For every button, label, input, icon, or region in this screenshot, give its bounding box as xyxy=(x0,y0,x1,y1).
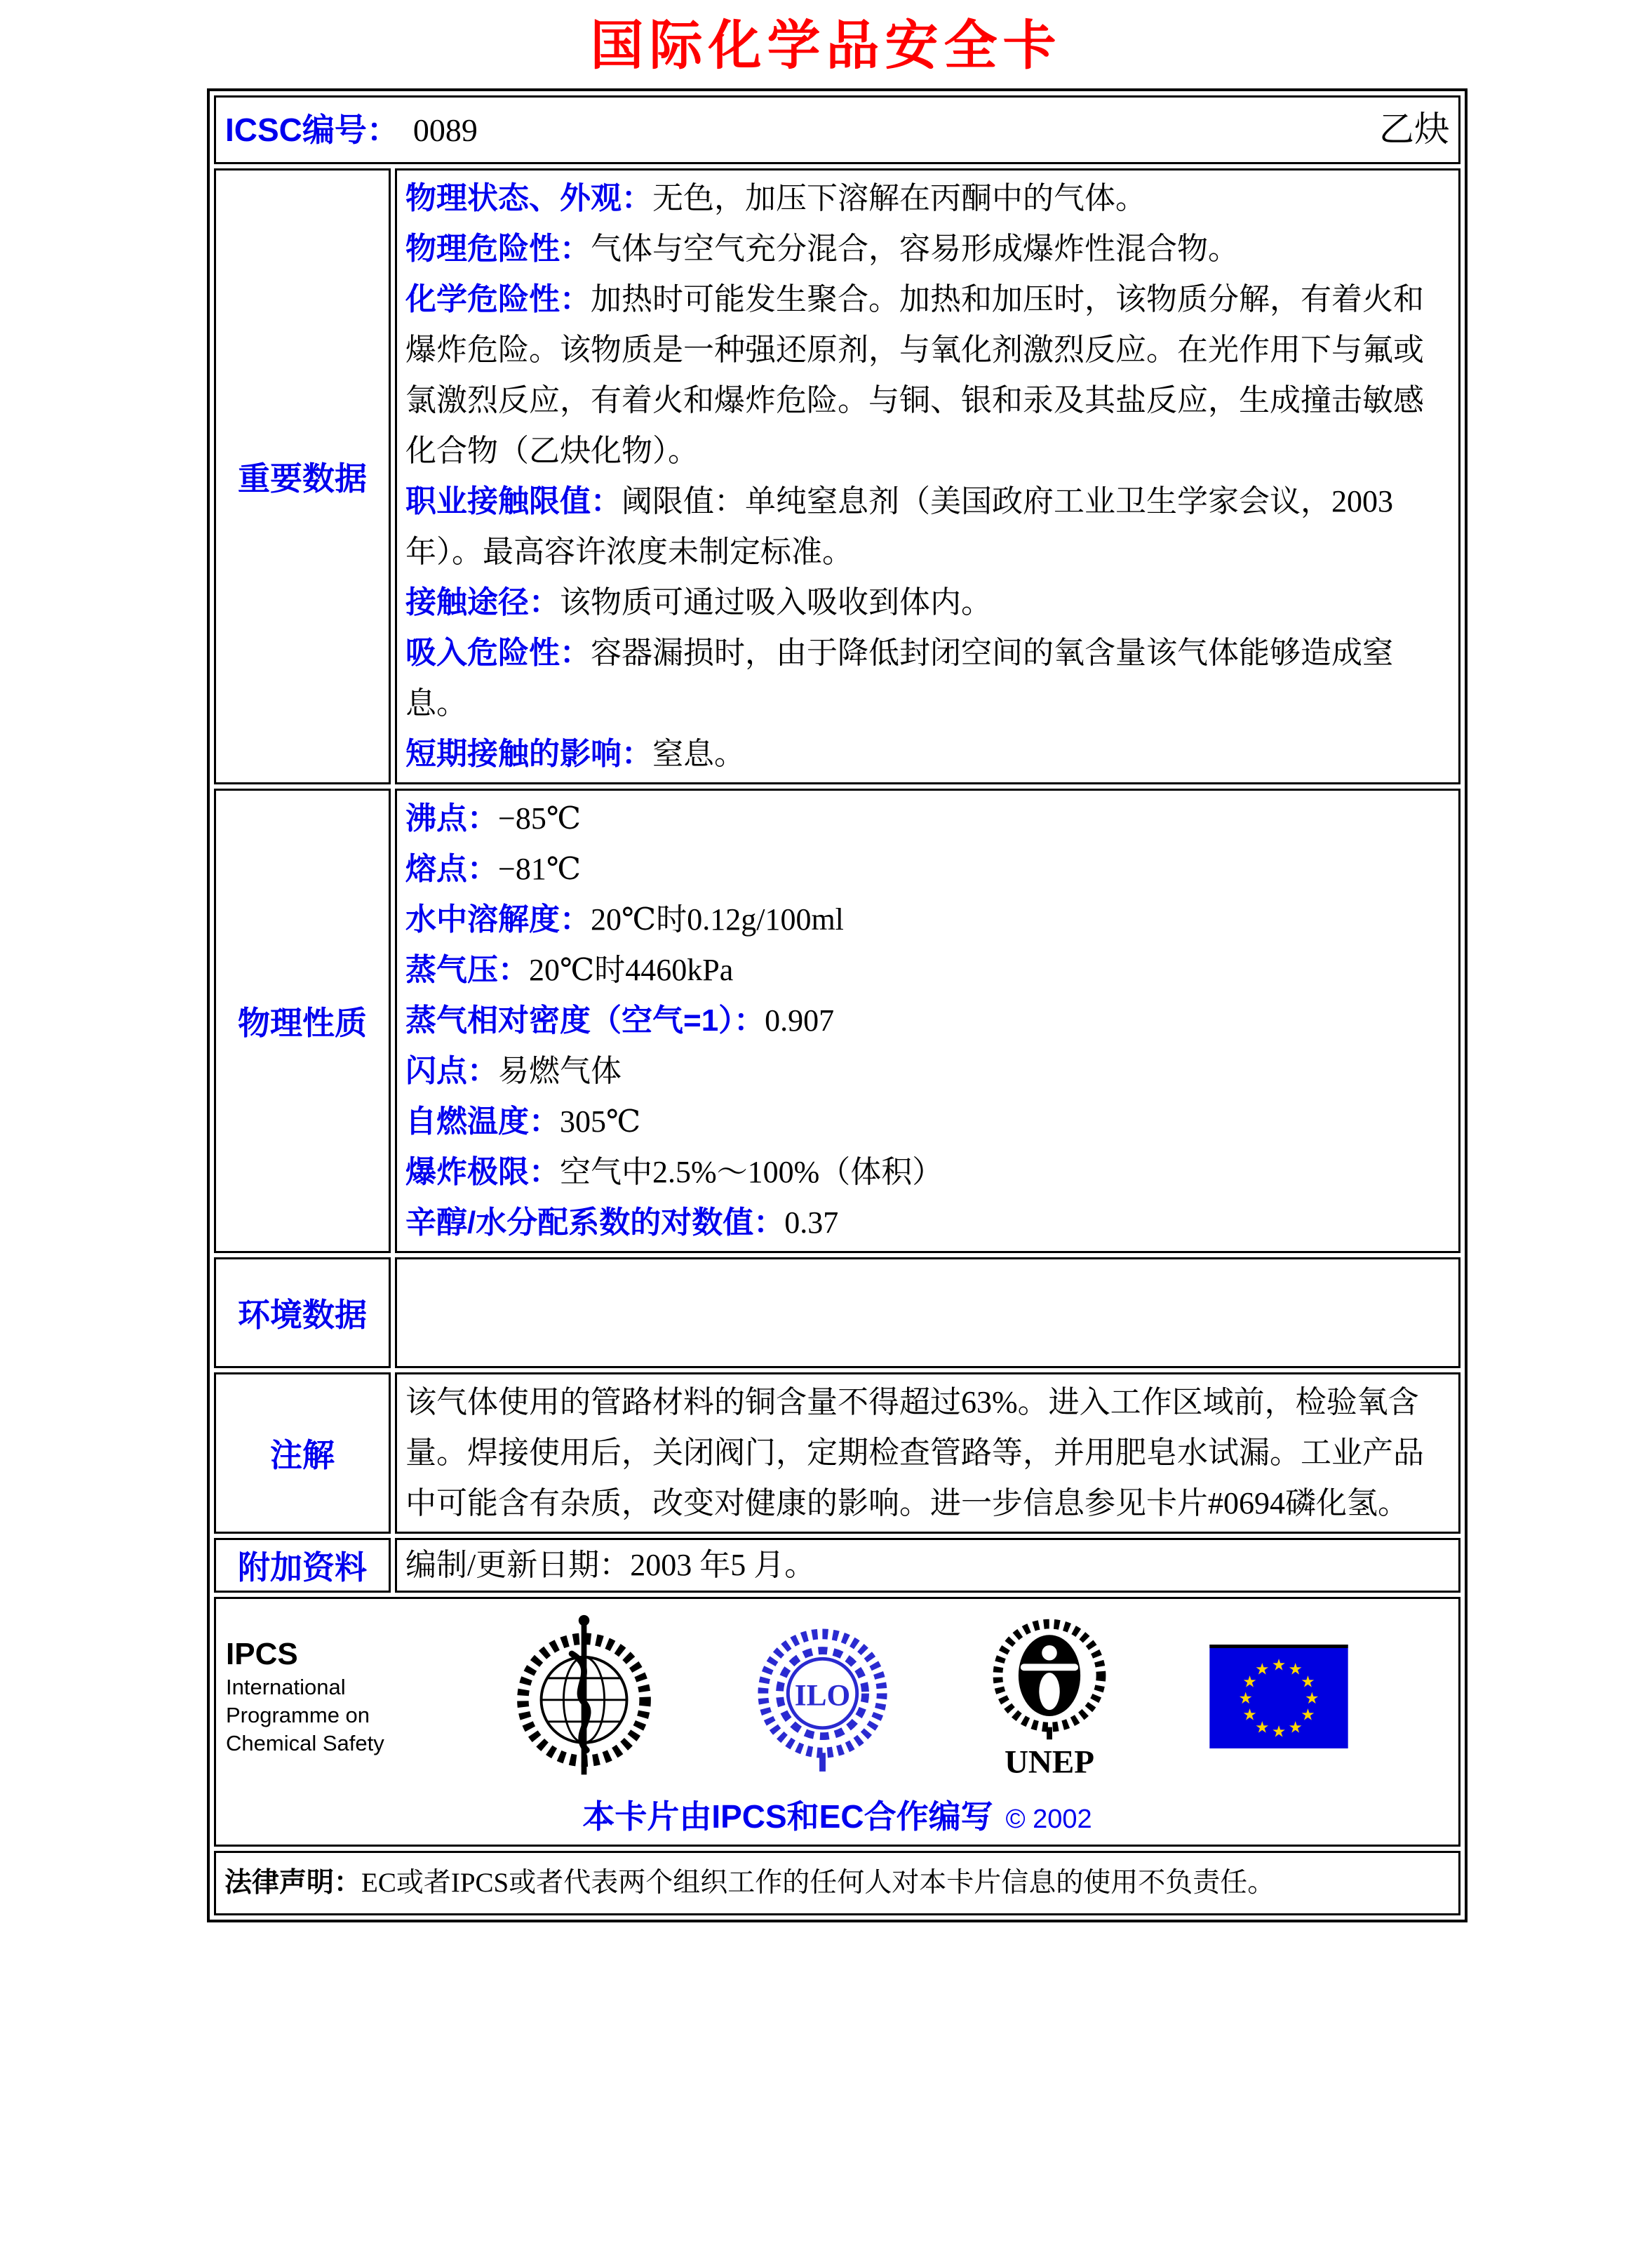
field-label: 闪点： xyxy=(405,1054,498,1088)
field-physical-danger xyxy=(405,224,1450,274)
legal-notice-label: 法律声明： xyxy=(224,1868,362,1898)
field-vapor-pressure xyxy=(405,945,1450,996)
copyright-year: © 2002 xyxy=(1005,1805,1092,1834)
unep-logo-text: UNEP xyxy=(1005,1744,1095,1781)
field-text: −85℃ xyxy=(498,801,582,836)
field-text: 0.907 xyxy=(765,1003,835,1038)
field-melting-point xyxy=(405,844,1450,895)
field-inhalation-risk xyxy=(405,628,1450,729)
logos-row xyxy=(214,1597,1460,1847)
ipcs-text-block xyxy=(226,1635,414,1758)
ilo-logo-text: ILO xyxy=(794,1678,851,1713)
field-label: 爆炸极限： xyxy=(405,1155,560,1189)
logos-band xyxy=(226,1609,1449,1784)
field-text: 20℃时4460kPa xyxy=(529,953,734,987)
field-text: 20℃时0.12g/100ml xyxy=(591,902,844,937)
ipcs-acronym: IPCS xyxy=(226,1637,298,1671)
eu-star: ★ xyxy=(1242,1673,1257,1692)
environmental-data-row-label: 环境数据 xyxy=(214,1257,391,1368)
field-text: 305℃ xyxy=(560,1104,641,1139)
field-text: 气体与空气充分混合，容易形成爆炸性混合物。 xyxy=(591,232,1239,266)
icsc-number-value: 0089 xyxy=(412,112,478,148)
eu-star: ★ xyxy=(1254,1660,1270,1679)
physical-properties-row xyxy=(214,789,1460,1253)
notes-row-label: 注解 xyxy=(214,1372,391,1534)
field-label: 物理状态、外观： xyxy=(405,181,652,215)
field-vapor-density xyxy=(405,996,1450,1046)
cooperation-caption: 本卡片由IPCS和EC合作编写 xyxy=(582,1798,993,1835)
field-label: 自燃温度： xyxy=(405,1104,560,1139)
field-label: 蒸气压： xyxy=(405,953,529,987)
field-text: −81℃ xyxy=(498,852,582,886)
ipcs-line-2: Programme on xyxy=(226,1703,370,1727)
header-cell xyxy=(214,95,1460,164)
field-short-term-effects xyxy=(405,729,1450,779)
logos-cell xyxy=(214,1597,1460,1847)
eu-star: ★ xyxy=(1242,1706,1257,1725)
eu-star: ★ xyxy=(1271,1722,1286,1741)
field-label: 辛醇/水分配系数的对数值： xyxy=(405,1205,785,1240)
field-text: 加热时可能发生聚合。加热和加压时，该物质分解，有着火和爆炸危险。该物质是一种强还原剂，与氧化剂激烈反应。在光作用下与氟或氯激烈反应，有着火和爆炸危险。与铜、银和汞及其盐反应，生成撞击敏感化合物（乙炔化物）。 xyxy=(405,282,1424,468)
chemical-name: 乙炔 xyxy=(1379,109,1449,149)
field-label: 吸入危险性： xyxy=(405,636,591,670)
notes-text: 该气体使用的管路材料的铜含量不得超过63%。进入工作区域前，检验氧含量。焊接使用后，关闭阀门，定期检查管路等，并用肥皂水试漏。工业产品中可能含有杂质，改变对健康的影响。进一步信息参见卡片#0694磷化氢。 xyxy=(405,1385,1424,1520)
cooperation-caption-line xyxy=(226,1791,1449,1838)
field-text: 容器漏损时，由于降低封闭空间的氧含量该气体能够造成窒息。 xyxy=(405,636,1393,721)
icsc-card-table xyxy=(207,88,1468,1922)
icsc-document-page xyxy=(0,16,1652,1922)
ipcs-line-1: International xyxy=(226,1675,346,1699)
field-label: 蒸气相对密度（空气=1）： xyxy=(405,1003,765,1038)
field-label: 职业接触限值： xyxy=(405,484,622,518)
eu-flag-icon xyxy=(1209,1645,1348,1748)
field-text: 空气中2.5%～100%（体积） xyxy=(560,1155,943,1189)
field-label: 物理危险性： xyxy=(405,232,591,266)
field-label: 水中溶解度： xyxy=(405,902,591,937)
physical-properties-content xyxy=(395,789,1460,1253)
field-label: 短期接触的影响： xyxy=(405,737,652,771)
notes-content xyxy=(395,1372,1460,1534)
page-title: 国际化学品安全卡 xyxy=(590,16,1062,76)
field-text: 易燃气体 xyxy=(498,1054,622,1088)
environmental-data-row xyxy=(214,1257,1460,1368)
field-chemical-danger xyxy=(405,274,1450,476)
icsc-number-label: ICSC编号： xyxy=(225,112,399,148)
eu-star: ★ xyxy=(1288,1660,1303,1679)
legal-notice xyxy=(224,1864,1450,1902)
header-line xyxy=(217,98,1458,161)
field-flash-point xyxy=(405,1046,1450,1097)
org-logo-row xyxy=(414,1609,1449,1784)
additional-info-content xyxy=(395,1538,1460,1593)
unep-logo-icon xyxy=(990,1609,1108,1784)
field-occupational-limit xyxy=(405,476,1450,577)
field-text: 无色，加压下溶解在丙酮中的气体。 xyxy=(652,181,1146,215)
eu-star: ★ xyxy=(1254,1718,1270,1737)
field-label: 熔点： xyxy=(405,852,498,886)
legal-row xyxy=(214,1851,1460,1915)
legal-cell xyxy=(214,1851,1460,1915)
field-text: 0.37 xyxy=(784,1205,839,1240)
field-boiling-point xyxy=(405,794,1450,844)
field-autoignition-temp xyxy=(405,1097,1450,1147)
additional-info-row xyxy=(214,1538,1460,1593)
eu-star: ★ xyxy=(1238,1689,1253,1708)
legal-notice-text: EC或者IPCS或者代表两个组织工作的任何人对本卡片信息的使用不负责任。 xyxy=(361,1868,1275,1898)
field-exposure-routes xyxy=(405,577,1450,628)
notes-row xyxy=(214,1372,1460,1534)
physical-properties-row-label: 物理性质 xyxy=(214,789,391,1253)
who-logo-icon xyxy=(514,1612,654,1781)
important-data-row xyxy=(214,168,1460,784)
eu-star: ★ xyxy=(1304,1689,1319,1708)
field-label: 接触途径： xyxy=(405,585,560,620)
additional-info-row-label: 附加资料 xyxy=(214,1538,391,1593)
eu-star: ★ xyxy=(1271,1656,1286,1675)
eu-star: ★ xyxy=(1300,1673,1315,1692)
important-data-content xyxy=(395,168,1460,784)
field-partition-coefficient xyxy=(405,1198,1450,1248)
field-water-solubility xyxy=(405,895,1450,945)
header-row xyxy=(214,95,1460,164)
field-text: 该物质可通过吸入吸收到体内。 xyxy=(560,585,992,620)
additional-info-text: 编制/更新日期：2003 年5 月。 xyxy=(405,1548,816,1582)
field-explosive-limits xyxy=(405,1147,1450,1198)
field-text: 窒息。 xyxy=(652,737,745,771)
ipcs-line-3: Chemical Safety xyxy=(226,1731,384,1755)
field-label: 沸点： xyxy=(405,801,498,836)
ilo-logo-icon xyxy=(756,1615,890,1778)
field-label: 化学危险性： xyxy=(405,282,591,316)
environmental-data-content xyxy=(395,1257,1460,1368)
field-text: 阈限值：单纯窒息剂（美国政府工业卫生学家会议，2003年）。最高容许浓度未制定标准。 xyxy=(405,484,1393,569)
eu-star: ★ xyxy=(1300,1706,1315,1725)
eu-star: ★ xyxy=(1288,1718,1303,1737)
important-data-row-label: 重要数据 xyxy=(214,168,391,784)
field-physical-state xyxy=(405,173,1450,224)
